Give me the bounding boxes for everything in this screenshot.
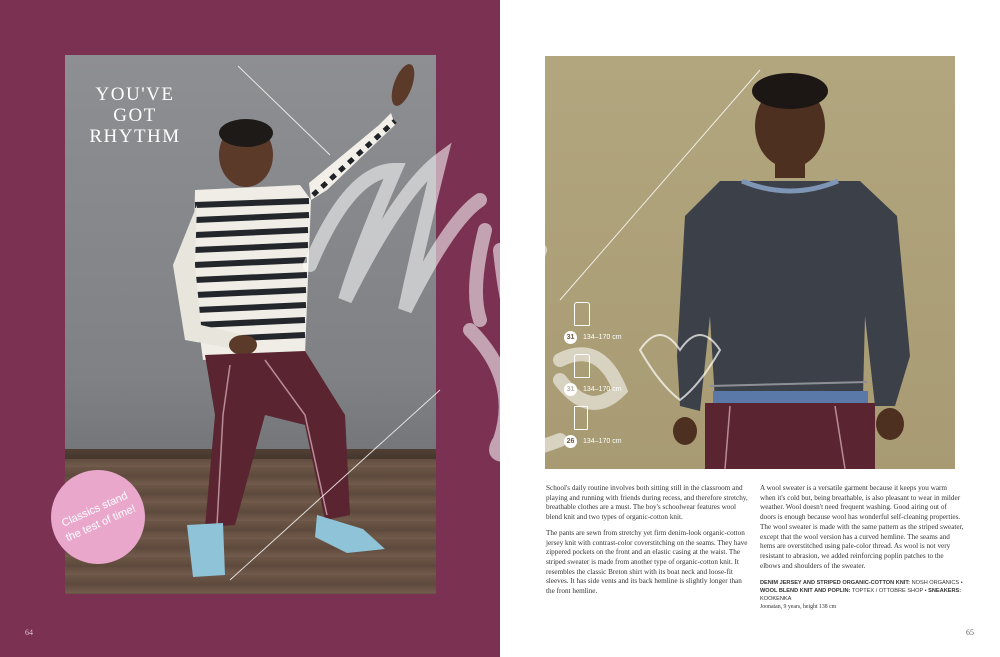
paragraph: A wool sweater is a versatile garment because it keeps you warm when it's cold but, being breathable, is also pleasant to wear in milder weather. Wool doesn't need frequent washing. Good airing out of doors is enough because wool has wonderful self-cleaning properties. The wool sweater is made with the same pattern as the striped sweater, except that the wool version has a curved hemline. The seams and hems are overstitched using pale-color thread. As wool is not very resistant to abrasion, we added reinforcing poplin patches to the elbows and shoulders of the sweater. (760, 484, 964, 570)
sweater-pattern-icon (574, 354, 590, 378)
paragraph: The pants are sewn from stretchy yet firm denim-look organic-cotton jersey knit with contrast-color coverstitching on the seams. They have zippered pockets on the front and an elastic casing at the waist. The striped sweater is made from another type of organic-cotton knit. It resembles the classic Breton shirt with its boat neck and loose-fit sleeves. It has side vents and its back hemline is slightly longer than the front hemline. (546, 528, 748, 596)
sweater-pattern-icon (574, 302, 590, 326)
size-number: 31 (564, 331, 577, 344)
credit-label: WOOL BLEND KNIT AND POPLIN: (760, 588, 851, 595)
page-number-right: 65 (966, 628, 974, 637)
credit-value: TOPTEX / OTTOBRE SHOP (851, 588, 924, 595)
size-item (564, 352, 624, 404)
materials-credits: DENIM JERSEY AND STRIPED ORGANIC-COTTON KNIT: NOSH ORGANICS • WOOL BLEND KNIT AND POPLIN: TOPTEX / OTTOBRE SHOP • SNEAKERS: KOOKENKA Joonatan, 9 years, height 138 cm (760, 580, 963, 611)
pink-badge (51, 470, 145, 564)
credit-label: DENIM JERSEY AND STRIPED ORGANIC-COTTON KNIT: (760, 580, 911, 587)
credit-value: KOOKENKA (760, 596, 792, 603)
size-range: 134–170 cm (583, 333, 622, 341)
size-guide (564, 300, 624, 456)
article-column-1 (546, 484, 750, 603)
size-range: 134–170 cm (583, 385, 622, 393)
article-column-2 (760, 484, 964, 611)
paragraph: School's daily routine involves both sitting still in the classroom and playing and running with friends during recess, and therefore stretchy, breathable clothes are a must. The boy's schoolwear features wool blend knit and two types of organic-cotton knit. (546, 484, 748, 522)
headline-line-3: RHYTHM (89, 126, 181, 147)
pants-pattern-icon (574, 406, 588, 430)
badge-text: Classics stand the test of time! (59, 489, 138, 545)
size-range: 134–170 cm (583, 437, 622, 445)
headline (80, 84, 190, 147)
page-number-left: 64 (25, 628, 33, 637)
size-item (564, 300, 624, 352)
size-number: 26 (564, 435, 577, 448)
credit-label: SNEAKERS: (928, 588, 962, 595)
headline-line-2: GOT (113, 105, 157, 126)
model-info: Joonatan, 9 years, height 138 cm (760, 604, 837, 611)
credit-value: NOSH ORGANICS (911, 580, 960, 587)
size-item (564, 404, 624, 456)
size-number: 31 (564, 383, 577, 396)
headline-line-1: YOU'VE (95, 84, 175, 105)
